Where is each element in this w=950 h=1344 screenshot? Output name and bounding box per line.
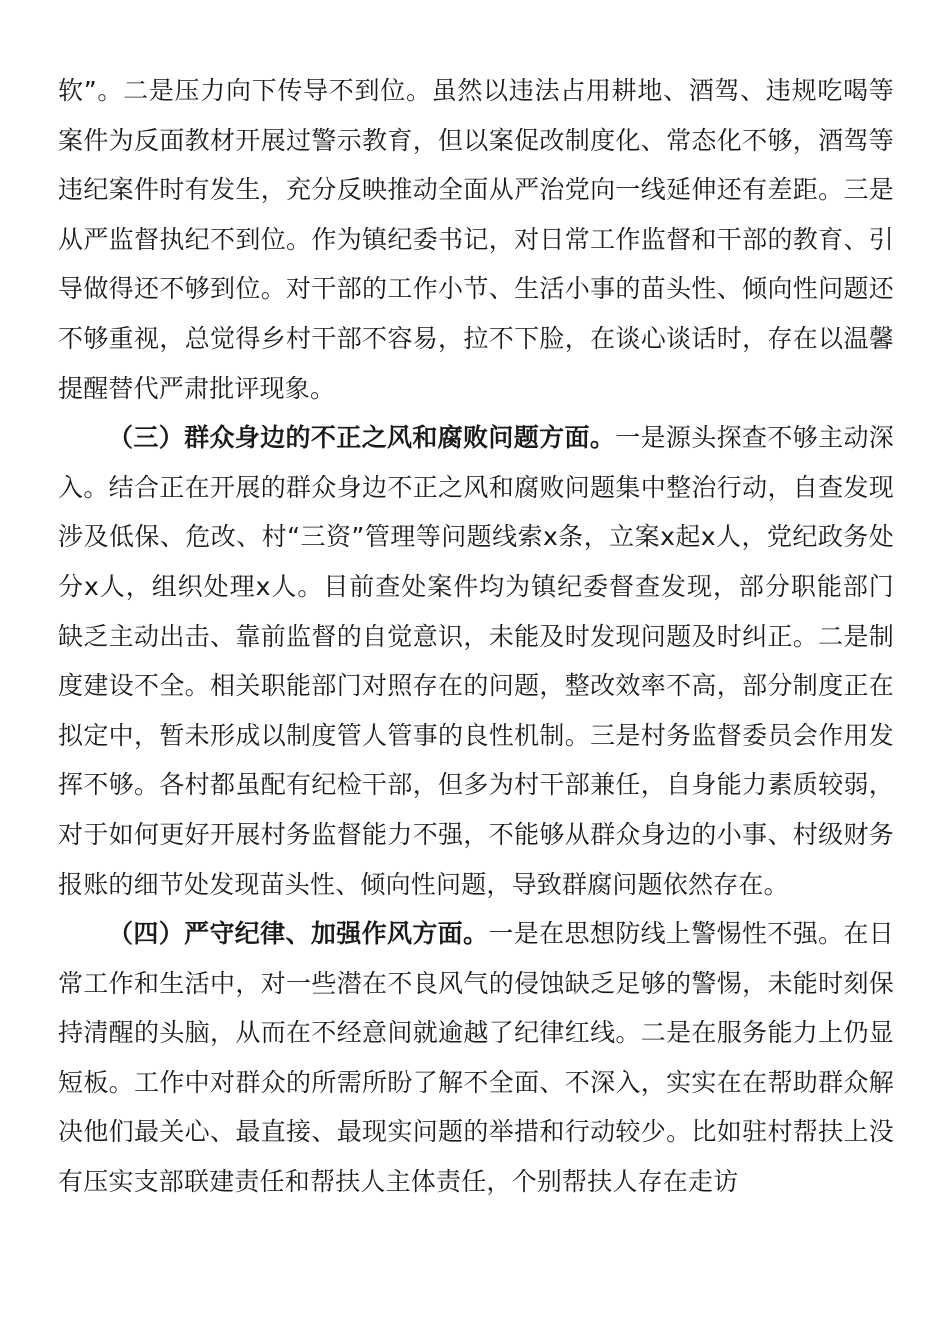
- section-heading: （四）严守纪律、加强作风方面。: [108, 919, 489, 949]
- paragraph-body: 一是在思想防线上警惕性不强。在日常工作和生活中，对一些潜在不良风气的侵蚀缺乏足够的警惕，未能时刻保持清醒的头脑，从而在不经意间就逾越了纪律红线。二是在服务能力上仍显短板。工作中对群众的所需所盼了解不全面、不深入，实实在在帮助群众解决他们最关心、最直接、最现实问题的举措和行动较少。比如驻村帮扶上没有压实支部联建责任和帮扶人主体责任，个别帮扶人存在走访: [58, 919, 894, 1197]
- document-page: [58, 66, 894, 1207]
- paragraph-section-4: [58, 909, 894, 1207]
- paragraph-body: 一是源头探查不够主动深入。结合正在开展的群众身边不正之风和腐败问题集中整治行动，自查发现涉及低保、危改、村“三资”管理等问题线索x条，立案x起x人，党纪政务处分x人，组织处理x人。目前查处案件均为镇纪委督查发现，部分职能部门缺乏主动出击、靠前监督的自觉意识，未能及时发现问题及时纠正。二是制度建设不全。相关职能部门对照存在的问题，整改效率不高，部分制度正在拟定中，暂未形成以制度管人管事的良性机制。三是村务监督委员会作用发挥不够。各村都虽配有纪检干部，但多为村干部兼任，自身能力素质较弱，对于如何更好开展村务监督能力不强，不能够从群众身边的小事、村级财务报账的细节处发现苗头性、倾向性问题，导致群腐问题依然存在。: [58, 423, 894, 899]
- paragraph-body: 软”。二是压力向下传导不到位。虽然以违法占用耕地、酒驾、违规吃喝等案件为反面教材开展过警示教育，但以案促改制度化、常态化不够，酒驾等违纪案件时有发生，充分反映推动全面从严治党向一线延伸还有差距。三是从严监督执纪不到位。作为镇纪委书记，对日常工作监督和干部的教育、引导做得还不够到位。对干部的工作小节、生活小事的苗头性、倾向性问题还不够重视，总觉得乡村干部不容易，拉不下脸，在谈心谈话时，存在以温馨提醒替代严肃批评现象。: [58, 76, 894, 403]
- paragraph-section-3: [58, 413, 894, 909]
- paragraph-continuation: [58, 66, 894, 413]
- section-heading: （三）群众身边的不正之风和腐败问题方面。: [108, 423, 616, 453]
